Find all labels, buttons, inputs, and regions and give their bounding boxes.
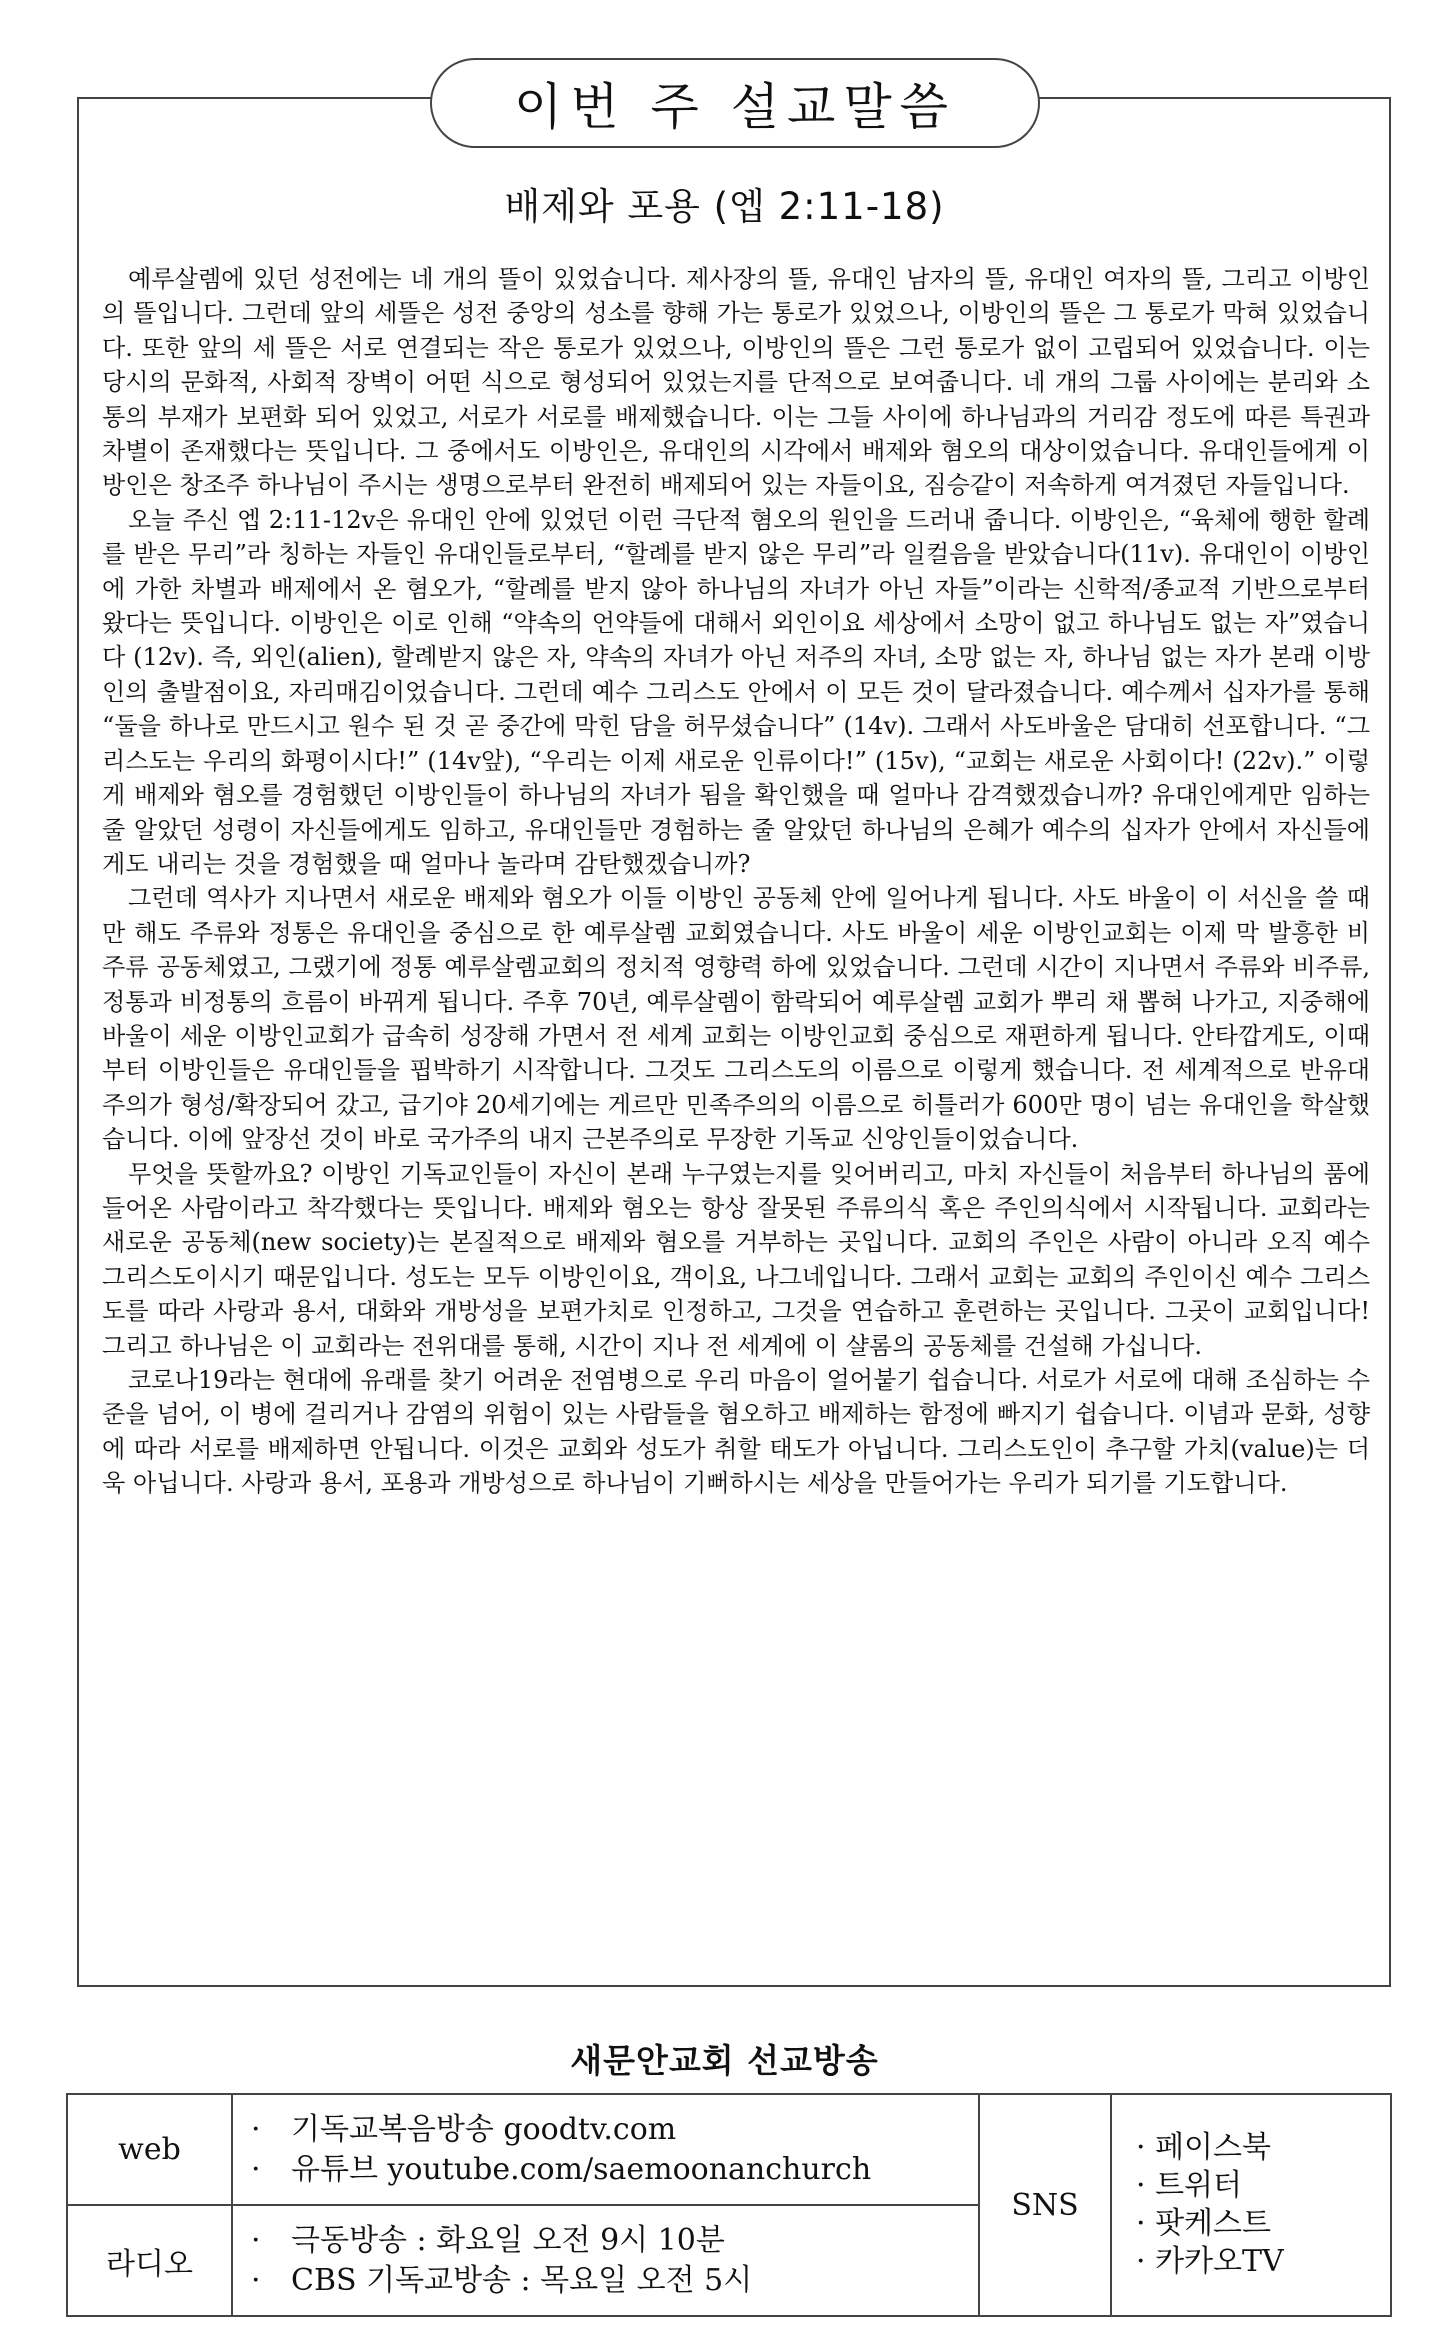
radio-item (251, 2221, 978, 2261)
sermon-paragraph: 오늘 주신 엡 2:11-12v은 유대인 안에 있었던 이런 극단적 혐오의 원인을 드러내 줍니다. 이방인은, “육체에 행한 할례를 받은 무리”라 칭하는 자들인 유대인들로부터, “할례를 받지 않은 무리”라 일컬음을 받았습니다(11v). 유대인이 이방인에 가한 차별과 배제에서 온 혐오가, “할례를 받지 않아 하나님의 자녀가 아닌 자들”이라는 신학적/종교적 기반으로부터 왔다는 뜻입니다. 이방인은 이로 인해 “약속의 언약들에 대해서 외인이요 세상에서 소망이 없고 하나님도 없는 자”였습니다 (12v). 즉, 외인(alien), 할례받지 않은 자, 약속의 자녀가 아닌 저주의 자녀, 소망 없는 자, 하나님 없는 자가 본래 이방인의 출발점이요, 자리매김이었습니다. 그런데 예수 그리스도 안에서 이 모든 것이 달라졌습니다. 예수께서 십자가를 통해 “둘을 하나로 만드시고 원수 된 것 곧 중간에 막힌 담을 허무셨습니다” (14v). 그래서 사도바울은 담대히 선포합니다. “그리스도는 우리의 화평이시다!” (14v앞), “우리는 이제 새로운 인류이다!” (15v), “교회는 새로운 사회이다! (22v).” 이렇게 배제와 혐오를 경험했던 이방인들이 하나님의 자녀가 됨을 확인했을 때 얼마나 감격했겠습니까? 유대인에게만 임하는 줄 알았던 성령이 자신들에게도 임하고, 유대인들만 경험하는 줄 알았던 하나님의 은혜가 예수의 십자가 안에서 자신들에게도 내리는 것을 경험했을 때 얼마나 놀라며 감탄했겠습니까? (102, 505, 1370, 878)
sermon-paragraph: 그런데 역사가 지나면서 새로운 배제와 혐오가 이들 이방인 공동체 안에 일어나게 됩니다. 사도 바울이 이 서신을 쓸 때만 해도 주류와 정통은 유대인을 중심으로 한 예루살렘 교회였습니다. 사도 바울이 세운 이방인교회는 이제 막 발흥한 비주류 공동체였고, 그랬기에 정통 예루살렘교회의 정치적 영향력 하에 있었습니다. 그런데 시간이 지나면서 주류와 비주류, 정통과 비정통의 흐름이 바뀌게 됩니다. 주후 70년, 예루살렘이 함락되어 예루살렘 교회가 뿌리 채 뽑혀 나가고, 지중해에 바울이 세운 이방인교회가 급속히 성장해 가면서 전 세계 교회는 이방인교회 중심으로 재편하게 됩니다. 안타깝게도, 이때부터 이방인들은 유대인들을 핍박하기 시작합니다. 그것도 그리스도의 이름으로 이렇게 했습니다. 전 세계적으로 반유대주의가 형성/확장되어 갔고, 급기야 20세기에는 게르만 민족주의의 이름으로 히틀러가 600만 명이 넘는 유대인을 학살했습니다. 이에 앞장선 것이 바로 국가주의 내지 근본주의로 무장한 기독교 신앙인들이었습니다. (102, 884, 1370, 1154)
sns-items (1111, 2094, 1391, 2316)
sermon-body (102, 262, 1370, 1501)
sermon-paragraph: 무엇을 뜻할까요? 이방인 기독교인들이 자신이 본래 누구였는지를 잊어버리고, 마치 자신들이 처음부터 하나님의 품에 들어온 사람이라고 착각했다는 뜻입니다. 배제와 혐오는 항상 잘못된 주류의식 혹은 주인의식에서 시작됩니다. 교회라는 새로운 공동체(new society)는 본질적으로 배제와 혐오를 거부하는 곳입니다. 교회의 주인은 사람이 아니라 오직 예수 그리스도이시기 때문입니다. 성도는 모두 이방인이요, 객이요, 나그네입니다. 그래서 교회는 교회의 주인이신 예수 그리스도를 따라 사랑과 용서, 대화와 개방성을 보편가치로 인정하고, 그것을 연습하고 훈련하는 곳입니다. 그곳이 교회입니다! 그리고 하나님은 이 교회라는 전위대를 통해, 시간이 지나 전 세계에 이 샬롬의 공동체를 건설해 가십니다. (102, 1159, 1370, 1360)
sermon-title: 배제와 포용 (엡 2:11-18) (504, 185, 945, 228)
bullet-icon: · (251, 2111, 261, 2147)
radio-item-text: 극동방송 : 화요일 오전 9시 10분 (291, 2222, 725, 2258)
broadcast-row-web (67, 2094, 1391, 2205)
bullet-icon: · (251, 2222, 261, 2258)
radio-item-text: CBS 기독교방송 : 목요일 오전 5시 (291, 2262, 753, 2298)
page-title: 이번 주 설교말씀 (430, 58, 1040, 148)
radio-item (251, 2261, 978, 2301)
web-items (232, 2094, 979, 2205)
broadcast-table (66, 2093, 1392, 2317)
bullet-icon: · (251, 2262, 261, 2298)
sns-label: SNS (979, 2094, 1111, 2316)
web-item-text[interactable]: 기독교복음방송 goodtv.com (291, 2111, 677, 2147)
web-label: web (67, 2094, 232, 2205)
web-item (251, 2150, 978, 2190)
sermon-paragraph: 코로나19라는 현대에 유래를 찾기 어려운 전염병으로 우리 마음이 얼어붙기 쉽습니다. 서로가 서로에 대해 조심하는 수준을 넘어, 이 병에 걸리거나 감염의 위험이 있는 사람들을 혐오하고 배제하는 함정에 빠지기 쉽습니다. 이념과 문화, 성향에 따라 서로를 배제하면 안됩니다. 이것은 교회와 성도가 취할 태도가 아닙니다. 그리스도인이 추구할 가치(value)는 더욱 아닙니다. 사랑과 용서, 포용과 개방성으로 하나님이 기뻐하시는 세상을 만들어가는 우리가 되기를 기도합니다. (102, 1366, 1370, 1498)
sns-item: · 트위터 (1136, 2168, 1243, 2203)
radio-items (232, 2205, 979, 2316)
sermon-paragraph: 예루살렘에 있던 성전에는 네 개의 뜰이 있었습니다. 제사장의 뜰, 유대인 남자의 뜰, 유대인 여자의 뜰, 그리고 이방인의 뜰입니다. 그런데 앞의 세뜰은 성전 중앙의 성소를 향해 가는 통로가 있었으나, 이방인의 뜰은 그 통로가 막혀 있었습니다. 또한 앞의 세 뜰은 서로 연결되는 작은 통로가 있었으나, 이방인의 뜰은 그런 통로가 없이 고립되어 있었습니다. 이는 당시의 문화적, 사회적 장벽이 어떤 식으로 형성되어 있었는지를 단적으로 보여줍니다. 네 개의 그룹 사이에는 분리와 소통의 부재가 보편화 되어 있었고, 서로가 서로를 배제했습니다. 이는 그들 사이에 하나님과의 거리감 정도에 따른 특권과 차별이 존재했다는 뜻입니다. 그 중에서도 이방인은, 유대인의 시각에서 배제와 혐오의 대상이었습니다. 유대인들에게 이방인은 창조주 하나님이 주시는 생명으로부터 완전히 배제되어 있는 자들이요, 짐승같이 저속하게 여겨졌던 자들입니다. (102, 265, 1370, 500)
web-item (251, 2110, 978, 2150)
sns-item: · 팟케스트 (1136, 2206, 1271, 2241)
sns-item: · 페이스북 (1136, 2130, 1271, 2165)
web-item-text[interactable]: 유튜브 youtube.com/saemoonanchurch (291, 2151, 872, 2187)
sns-item: · 카카오TV (1136, 2244, 1284, 2279)
bullet-icon: · (251, 2151, 261, 2187)
radio-label: 라디오 (67, 2205, 232, 2316)
broadcast-title: 새문안교회 선교방송 (570, 2041, 879, 2080)
